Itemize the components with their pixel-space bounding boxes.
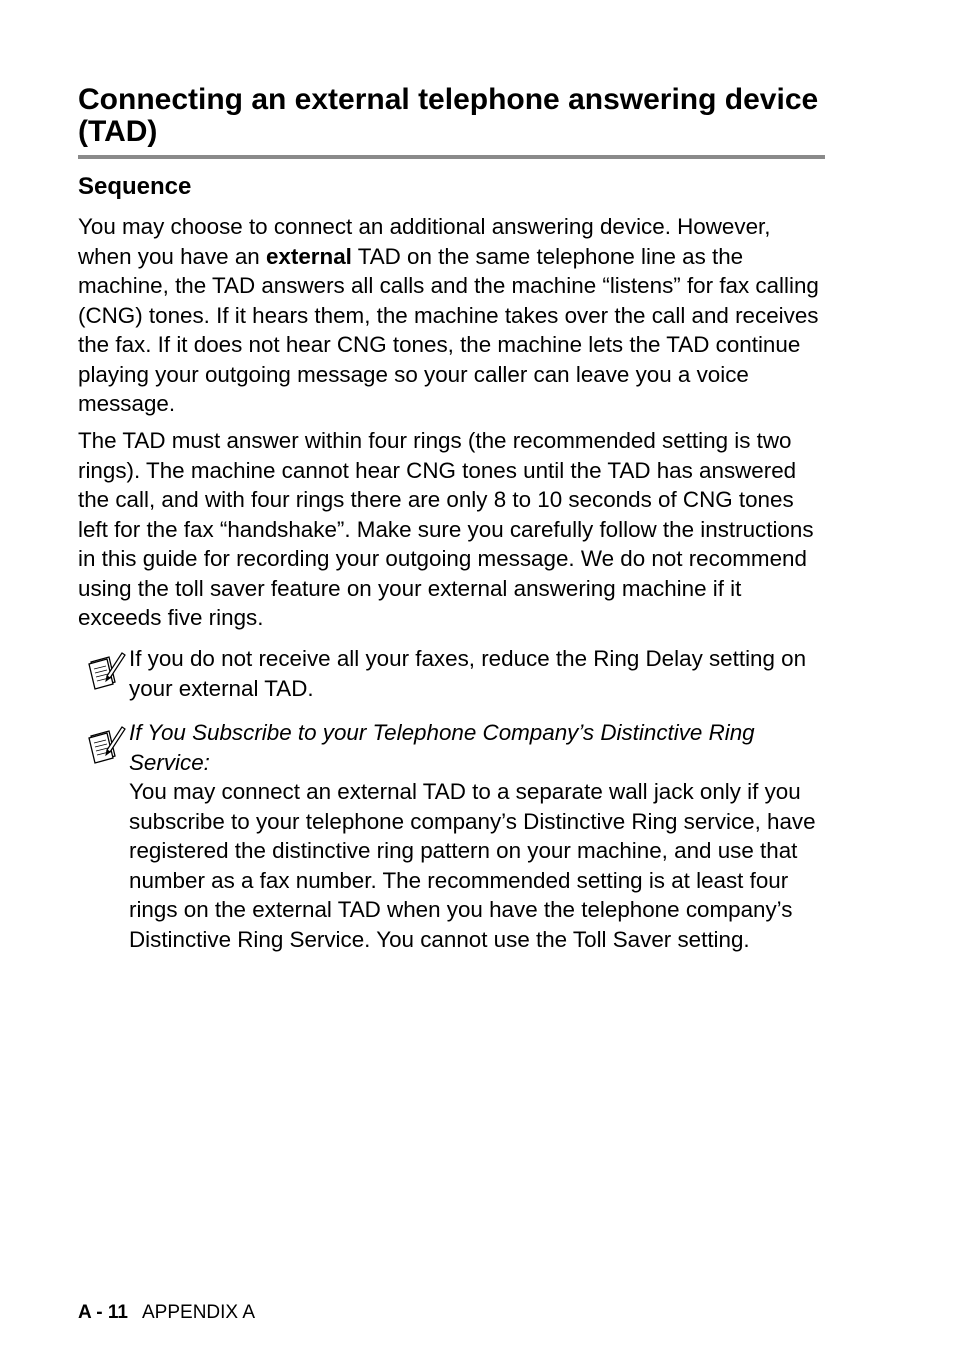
section-heading: Sequence (78, 173, 192, 200)
page-title: Connecting an external telephone answering device (TAD) (78, 83, 819, 148)
paragraph-text-end: TAD on the same telephone line as the machine, the TAD answers all calls and the machine “listens” for fax calling (CNG) tones. If it hears them, the machine takes over the call and receives the fax. If it does not hear CNG tones, the machine lets the TAD continue playing your outgoing message so your caller can leave you a voice message. (78, 243, 819, 416)
note-heading: If You Subscribe to your Telephone Company’s Distinctive Ring Service: (129, 720, 755, 775)
paragraph-sequence (78, 212, 826, 419)
paragraph-text-start: You may choose to connect an additional answering device. However, when you have an (78, 214, 771, 269)
title-divider (78, 155, 825, 159)
footer-page-number: A - 11 (78, 1302, 128, 1323)
note-pencil-icon (84, 724, 126, 764)
note-pencil-icon (84, 650, 126, 690)
page-footer (78, 1301, 255, 1325)
footer-section-label: APPENDIX A (142, 1302, 255, 1323)
note-text: You may connect an external TAD to a separate wall jack only if you subscribe to your telephone company’s Distinctive Ring service, have registered the distinctive ring pattern on your machine, and use that number as a fax number. The recommended setting is at least four rings on the external TAD when you have the telephone company’s Distinctive Ring Service. You cannot use the Toll Saver setting. (129, 779, 816, 952)
note-body (129, 718, 829, 954)
paragraph-rings: The TAD must answer within four rings (the recommended setting is two rings). The machine cannot hear CNG tones until the TAD has answered the call, and with four rings there are only 8 to 10 seconds of CNG tones left for the fax “handshake”. Make sure you carefully follow the instructions in this guide for recording your outgoing message. We do not recommend using the toll saver feature on your external answering machine if it exceeds five rings. (78, 428, 814, 630)
note-text: If you do not receive all your faxes, reduce the Ring Delay setting on your external TAD. (129, 646, 807, 701)
paragraph-bold-word: external (265, 243, 352, 269)
